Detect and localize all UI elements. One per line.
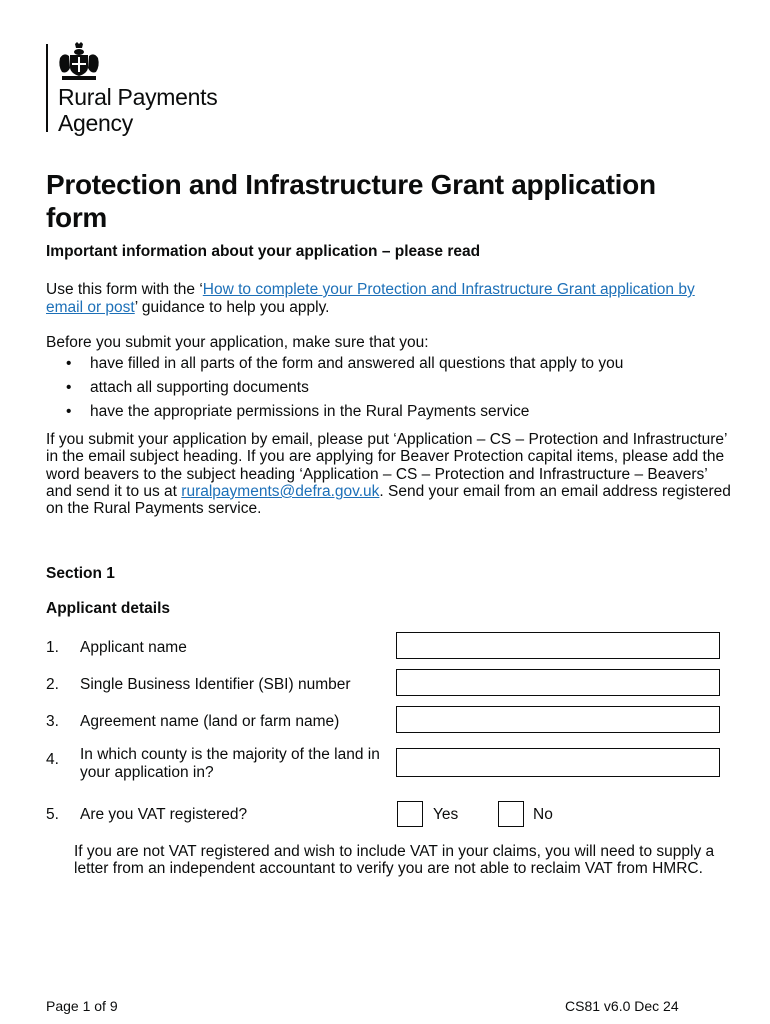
email-link[interactable]: ruralpayments@defra.gov.uk: [181, 482, 380, 500]
email-instructions: [46, 431, 736, 517]
vat-yes-label: Yes: [433, 806, 459, 823]
logo-divider: [46, 44, 48, 132]
sbi-number-field[interactable]: [396, 669, 720, 696]
page-title: Protection and Infrastructure Grant application form: [46, 169, 656, 233]
org-line-2: Agency: [58, 110, 133, 136]
list-item: • have filled in all parts of the form and answered all questions that apply to you: [66, 354, 623, 378]
checklist: [66, 354, 623, 426]
question-number: 5.: [46, 806, 59, 823]
intro-suffix: ’ guidance to help you apply.: [134, 299, 330, 316]
org-line-1: Rural Payments: [58, 84, 218, 110]
county-label: In which county is the majority of the land in your application in?: [80, 746, 380, 781]
list-item: • attach all supporting documents: [66, 378, 623, 402]
vat-yes-checkbox[interactable]: [397, 801, 423, 827]
vat-no-checkbox[interactable]: [498, 801, 524, 827]
sbi-label: Single Business Identifier (SBI) number: [80, 676, 351, 693]
applicant-name-field[interactable]: [396, 632, 720, 659]
document-version: CS81 v6.0 Dec 24: [565, 998, 679, 1014]
applicant-name-label: Applicant name: [80, 639, 187, 656]
question-number: 1.: [46, 639, 59, 656]
vat-note: If you are not VAT registered and wish to include VAT in your claims, you will need to supply a letter from an independent accountant to verify you are not able to reclaim VAT from HMRC.: [74, 843, 715, 877]
organisation-name: [58, 84, 217, 136]
vat-label: Are you VAT registered?: [80, 806, 248, 823]
question-number: 3.: [46, 713, 59, 730]
guidance-link[interactable]: How to complete your Protection and Infrastructure Grant application by email or post: [46, 281, 695, 316]
important-heading: Important information about your application – please read: [46, 243, 481, 260]
section-label: Section 1: [46, 565, 115, 582]
agreement-name-field[interactable]: [396, 706, 720, 733]
email-text-2: . Send your email from an email address registered on the Rural Payments service.: [46, 482, 731, 518]
royal-crest-icon: [56, 42, 102, 82]
page-number: Page 1 of 9: [46, 998, 118, 1014]
question-number: 4.: [46, 751, 59, 768]
email-text-1: If you submit your application by email, please put ‘Application – CS – Protection and Infrastructure’ in the email subject heading. If you are applying for Beaver Protection capital items, please add the word beavers to the subject heading ‘Application – CS – Protection and Infrastructure – Beavers’ and send it to us at: [46, 431, 727, 500]
list-item: • have the appropriate permissions in the Rural Payments service: [66, 402, 623, 426]
intro-paragraph: [46, 281, 736, 317]
county-field[interactable]: [396, 748, 720, 777]
intro-prefix: Use this form with the ‘: [46, 281, 203, 298]
vat-no-label: No: [533, 806, 553, 823]
section-title: Applicant details: [46, 600, 171, 617]
agreement-name-label: Agreement name (land or farm name): [80, 713, 340, 730]
before-submit-text: Before you submit your application, make sure that you:: [46, 334, 429, 351]
question-number: 2.: [46, 676, 59, 693]
